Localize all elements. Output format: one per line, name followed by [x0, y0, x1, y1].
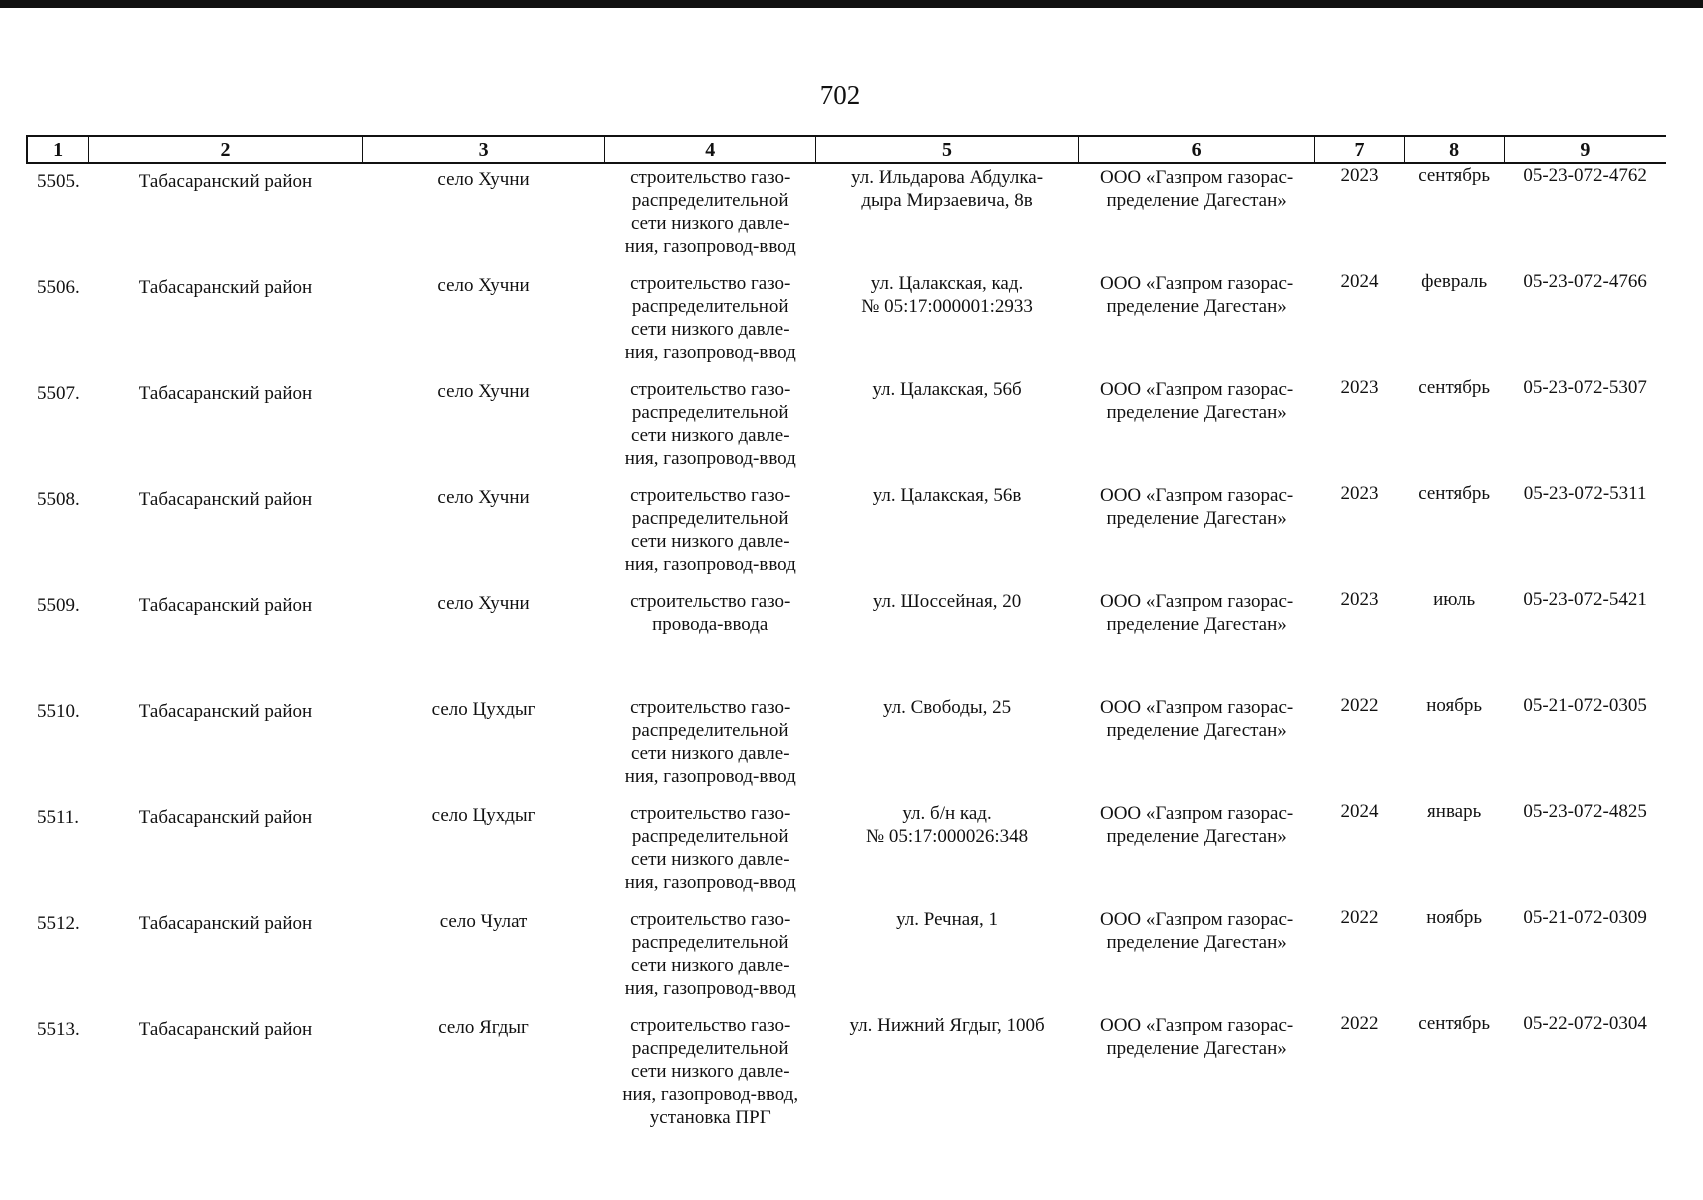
column-header: 7 [1315, 136, 1404, 163]
table-header [27, 136, 1666, 163]
work-description-cell-line: сети низкого давле- [630, 319, 790, 340]
address-cell-line: дыра Мирзаевича, 8в [861, 190, 1033, 211]
code-cell: 05-23-072-4762 [1523, 165, 1647, 186]
organization-cell [1078, 163, 1314, 270]
column-header: 6 [1078, 136, 1314, 163]
work-description-cell-line: ния, газопровод-ввод [624, 448, 796, 469]
table-row [27, 270, 1666, 376]
month-cell: сентябрь [1418, 165, 1491, 186]
organization-cell-line: пределение Дагестан» [1106, 932, 1287, 953]
row-number-cell: 5513. [37, 1019, 80, 1040]
organization-cell-line: ООО «Газпром газорас- [1099, 697, 1294, 718]
organization-cell [1078, 800, 1314, 906]
organization-cell-line: пределение Дагестан» [1106, 508, 1287, 529]
row-number-cell: 5509. [37, 595, 80, 616]
address-cell-line: ул. Ильдарова Абдулка- [851, 167, 1044, 188]
district-cell: Табасаранский район [138, 807, 313, 828]
organization-cell-line: пределение Дагестан» [1106, 720, 1287, 741]
work-description-cell-line: строительство газо- [630, 697, 791, 718]
settlement-cell: село Цухдыг [431, 805, 536, 826]
work-description-cell-line: сети низкого давле- [630, 425, 790, 446]
work-description-cell-line: строительство газо- [630, 167, 791, 188]
work-description-cell-line: ния, газопровод-ввод [624, 872, 796, 893]
row-number-cell: 5506. [37, 277, 80, 298]
organization-cell-line: пределение Дагестан» [1106, 1038, 1287, 1059]
organization-cell-line: ООО «Газпром газорас- [1099, 591, 1294, 612]
table-row [27, 482, 1666, 588]
code-cell: 05-23-072-5307 [1523, 377, 1647, 398]
work-description-cell [605, 906, 816, 1012]
month-cell: январь [1427, 801, 1482, 822]
table-row [27, 800, 1666, 906]
settlement-cell: село Цухдыг [431, 699, 536, 720]
address-cell [816, 800, 1079, 906]
work-description-cell [605, 800, 816, 906]
work-description-cell-line: распределительной [631, 932, 789, 953]
gas-objects-table-container [26, 135, 1666, 1148]
work-description-cell [605, 694, 816, 800]
address-cell-line: ул. Речная, 1 [896, 909, 998, 930]
table-row [27, 1012, 1666, 1148]
district-cell: Табасаранский район [138, 701, 313, 722]
organization-cell-line: ООО «Газпром газорас- [1099, 803, 1294, 824]
district-cell: Табасаранский район [138, 595, 313, 616]
work-description-cell [605, 588, 816, 694]
district-cell: Табасаранский район [138, 277, 313, 298]
organization-cell-line: ООО «Газпром газорас- [1099, 167, 1294, 188]
organization-cell-line: пределение Дагестан» [1106, 614, 1287, 635]
organization-cell-line: пределение Дагестан» [1106, 190, 1287, 211]
settlement-cell: село Хучни [437, 169, 530, 190]
work-description-cell-line: строительство газо- [630, 1015, 791, 1036]
gas-objects-table [26, 135, 1666, 1148]
month-cell: сентябрь [1418, 1013, 1491, 1034]
work-description-cell-line: сети низкого давле- [630, 213, 790, 234]
address-cell-line: № 05:17:000026:348 [865, 826, 1029, 847]
district-cell: Табасаранский район [138, 913, 313, 934]
work-description-cell-line: ния, газопровод-ввод [624, 978, 796, 999]
settlement-cell: село Хучни [437, 487, 530, 508]
month-cell: сентябрь [1418, 483, 1491, 504]
work-description-cell-line: строительство газо- [630, 909, 791, 930]
code-cell: 05-23-072-5311 [1523, 483, 1647, 504]
district-cell: Табасаранский район [138, 1019, 313, 1040]
organization-cell [1078, 906, 1314, 1012]
work-description-cell-line: сети низкого давле- [630, 849, 790, 870]
organization-cell-line: ООО «Газпром газорас- [1099, 909, 1294, 930]
table-body [27, 163, 1666, 1148]
address-cell [816, 163, 1079, 270]
address-cell-line: ул. б/н кад. [902, 803, 992, 824]
code-cell: 05-23-072-4766 [1523, 271, 1647, 292]
column-header: 9 [1504, 136, 1666, 163]
work-description-cell-line: распределительной [631, 1038, 789, 1059]
month-cell: ноябрь [1426, 695, 1483, 716]
row-number-cell: 5510. [37, 701, 80, 722]
organization-cell [1078, 482, 1314, 588]
work-description-cell-line: распределительной [631, 826, 789, 847]
district-cell: Табасаранский район [138, 171, 313, 192]
organization-cell [1078, 1012, 1314, 1148]
settlement-cell: село Хучни [437, 381, 530, 402]
organization-cell-line: ООО «Газпром газорас- [1099, 379, 1294, 400]
code-cell: 05-22-072-0304 [1523, 1013, 1647, 1034]
year-cell: 2022 [1340, 907, 1379, 928]
work-description-cell [605, 376, 816, 482]
work-description-cell-line: сети низкого давле- [630, 531, 790, 552]
page-number: 702 [819, 80, 861, 110]
year-cell: 2024 [1340, 801, 1379, 822]
work-description-cell-line: строительство газо- [630, 485, 791, 506]
work-description-cell-line: распределительной [631, 402, 789, 423]
work-description-cell-line: ния, газопровод-ввод [624, 236, 796, 257]
row-number-cell: 5507. [37, 383, 80, 404]
work-description-cell-line: ния, газопровод-ввод [624, 554, 796, 575]
organization-cell [1078, 588, 1314, 694]
scan-top-edge [0, 0, 1703, 8]
work-description-cell-line: распределительной [631, 720, 789, 741]
settlement-cell: село Хучни [437, 593, 530, 614]
code-cell: 05-21-072-0309 [1523, 907, 1647, 928]
address-cell [816, 376, 1079, 482]
year-cell: 2024 [1340, 271, 1379, 292]
year-cell: 2022 [1340, 695, 1379, 716]
address-cell [816, 1012, 1079, 1148]
address-cell-line: ул. Цалакская, кад. [870, 273, 1024, 294]
address-cell [816, 270, 1079, 376]
organization-cell-line: ООО «Газпром газорас- [1099, 485, 1294, 506]
table-row [27, 588, 1666, 694]
work-description-cell-line: строительство газо- [630, 803, 791, 824]
month-cell: июль [1433, 589, 1476, 610]
year-cell: 2023 [1340, 589, 1379, 610]
address-cell-line: ул. Свободы, 25 [882, 697, 1012, 718]
row-number-cell: 5505. [37, 171, 80, 192]
address-cell [816, 482, 1079, 588]
work-description-cell-line: распределительной [631, 296, 789, 317]
year-cell: 2023 [1340, 483, 1379, 504]
work-description-cell [605, 482, 816, 588]
organization-cell-line: ООО «Газпром газорас- [1099, 1015, 1294, 1036]
address-cell [816, 906, 1079, 1012]
address-cell [816, 588, 1079, 694]
address-cell-line: ул. Шоссейная, 20 [872, 591, 1022, 612]
month-cell: ноябрь [1426, 907, 1483, 928]
work-description-cell-line: сети низкого давле- [630, 955, 790, 976]
code-cell: 05-23-072-5421 [1523, 589, 1647, 610]
organization-cell-line: пределение Дагестан» [1106, 402, 1287, 423]
organization-cell [1078, 694, 1314, 800]
work-description-cell-line: строительство газо- [630, 591, 791, 612]
organization-cell [1078, 376, 1314, 482]
year-cell: 2023 [1340, 377, 1379, 398]
row-number-cell: 5511. [37, 807, 80, 828]
work-description-cell-line: распределительной [631, 508, 789, 529]
settlement-cell: село Чулат [439, 911, 528, 932]
table-row [27, 376, 1666, 482]
month-cell: сентябрь [1418, 377, 1491, 398]
district-cell: Табасаранский район [138, 489, 313, 510]
table-row [27, 694, 1666, 800]
organization-cell-line: пределение Дагестан» [1106, 826, 1287, 847]
column-header: 5 [816, 136, 1079, 163]
work-description-cell-line: ния, газопровод-ввод, [622, 1084, 799, 1105]
organization-cell-line: ООО «Газпром газорас- [1099, 273, 1294, 294]
address-cell-line: ул. Цалакская, 56б [872, 379, 1022, 400]
work-description-cell-line: ния, газопровод-ввод [624, 766, 796, 787]
row-number-cell: 5508. [37, 489, 80, 510]
address-cell-line: № 05:17:000001:2933 [861, 296, 1033, 317]
row-number-cell: 5512. [37, 913, 80, 934]
organization-cell-line: пределение Дагестан» [1106, 296, 1287, 317]
work-description-cell-line: ния, газопровод-ввод [624, 342, 796, 363]
settlement-cell: село Ягдыг [438, 1017, 529, 1038]
work-description-cell [605, 1012, 816, 1148]
work-description-cell-line: провода-ввода [652, 614, 769, 635]
work-description-cell [605, 270, 816, 376]
code-cell: 05-23-072-4825 [1523, 801, 1647, 822]
work-description-cell-line: установка ПРГ [649, 1107, 771, 1128]
work-description-cell-line: сети низкого давле- [630, 1061, 790, 1082]
header-row [27, 136, 1666, 163]
column-header: 8 [1404, 136, 1504, 163]
work-description-cell-line: сети низкого давле- [630, 743, 790, 764]
year-cell: 2022 [1340, 1013, 1379, 1034]
district-cell: Табасаранский район [138, 383, 313, 404]
code-cell: 05-21-072-0305 [1523, 695, 1647, 716]
month-cell: февраль [1421, 271, 1488, 292]
column-header: 4 [605, 136, 816, 163]
column-header: 2 [89, 136, 363, 163]
table-row [27, 906, 1666, 1012]
address-cell-line: ул. Нижний Ягдыг, 100б [849, 1015, 1045, 1036]
column-header: 3 [362, 136, 605, 163]
work-description-cell [605, 163, 816, 270]
work-description-cell-line: строительство газо- [630, 273, 791, 294]
settlement-cell: село Хучни [437, 275, 530, 296]
year-cell: 2023 [1340, 165, 1379, 186]
table-row [27, 163, 1666, 270]
address-cell [816, 694, 1079, 800]
column-header: 1 [27, 136, 89, 163]
work-description-cell-line: распределительной [631, 190, 789, 211]
organization-cell [1078, 270, 1314, 376]
work-description-cell-line: строительство газо- [630, 379, 791, 400]
address-cell-line: ул. Цалакская, 56в [872, 485, 1022, 506]
